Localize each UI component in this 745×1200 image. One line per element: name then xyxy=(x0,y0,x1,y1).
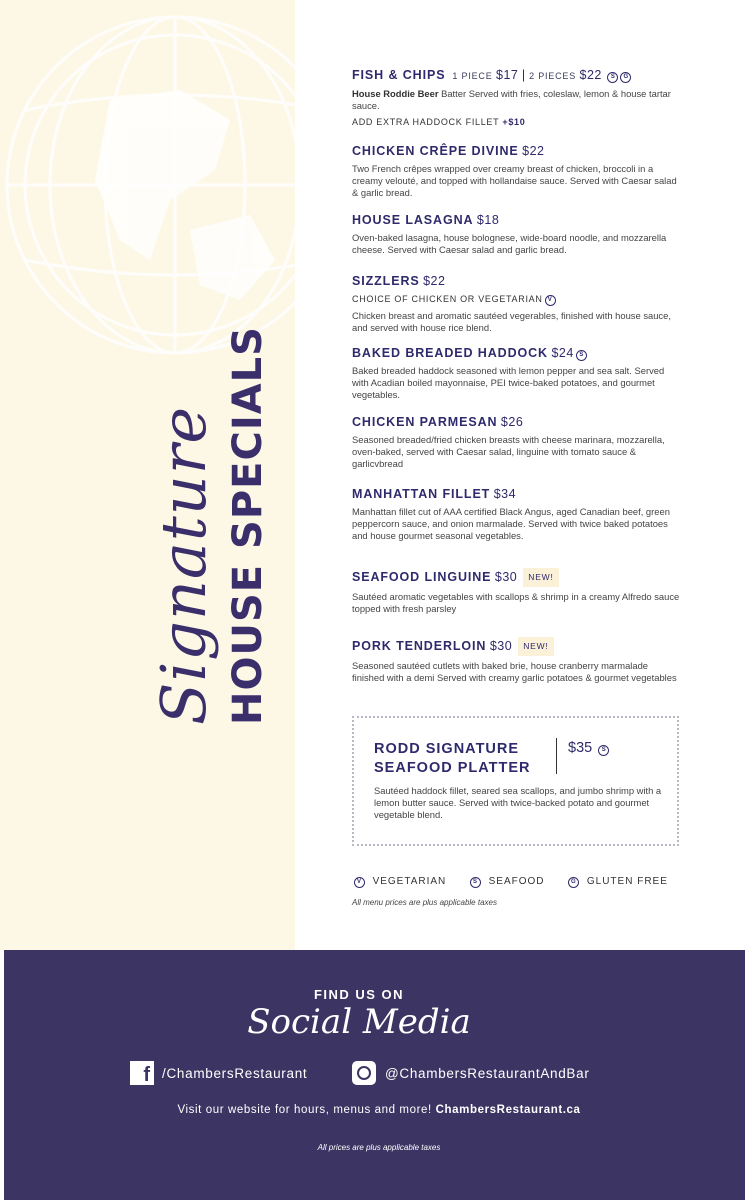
item-description: Manhattan fillet cut of AAA certified Black Angus, aged Canadian beef, green peppercorn sauce, and onion marmalade. Served with twice baked potatoes and house gourmet seasonal vegetables. xyxy=(352,506,670,541)
platter-name: RODD SIGNATURE SEAFOOD PLATTER xyxy=(374,741,531,776)
legend-gluten-free xyxy=(566,876,668,887)
item-price: $18 xyxy=(476,213,500,227)
social-media-script: Social Media xyxy=(247,1002,471,1042)
title-caps: HOUSE SPECIALS xyxy=(225,326,271,725)
item-name: BAKED BREADED HADDOCK xyxy=(352,346,548,360)
item-name: HOUSE LASAGNA xyxy=(352,213,474,227)
seafood-icon: S xyxy=(598,745,609,756)
section-title xyxy=(145,305,275,725)
price-2-label: 2 PIECES xyxy=(529,71,577,81)
item-name: MANHATTAN FILLET xyxy=(352,487,491,501)
price-2: $22 xyxy=(579,68,602,82)
facebook-handle-link[interactable]: /ChambersRestaurant xyxy=(162,1066,308,1081)
menu-item-seafood-linguine xyxy=(352,568,682,615)
menu-item-chicken-crepe xyxy=(352,144,682,199)
seafood-icon: S xyxy=(470,877,481,888)
legend-vegetarian xyxy=(352,876,446,887)
menu-item-baked-breaded-haddock xyxy=(352,346,682,401)
item-price: $26 xyxy=(500,415,524,429)
item-name: PORK TENDERLOIN xyxy=(352,639,487,653)
visit-text: Visit our website for hours, menus and more! xyxy=(177,1104,432,1116)
item-price: $34 xyxy=(493,487,517,501)
desc-bold: House Roddie Beer xyxy=(352,88,439,99)
instagram-icon[interactable] xyxy=(352,1061,376,1085)
new-badge: NEW! xyxy=(518,637,553,656)
find-us-heading: FIND US ON xyxy=(313,987,405,1002)
price-1: $17 xyxy=(496,68,519,82)
item-description xyxy=(352,88,682,112)
instagram-handle-link[interactable]: @ChambersRestaurantAndBar xyxy=(385,1066,590,1081)
item-description: Sautéed aromatic vegetables with scallops & shrimp in a creamy Alfredo sauce topped with fresh parsley xyxy=(352,591,680,614)
menu-item-manhattan-fillet xyxy=(352,487,682,542)
platter-description: Sautéed haddock fillet, seared sea scallops, and jumbo shrimp with a lemon butter sauce. Served with twice-backed potato and gourmet vegetable blend. xyxy=(374,785,662,820)
item-description: Oven-baked lasagna, house bolognese, wide-board noodle, and mozzarella cheese. Served with Caesar salad and garlic bread. xyxy=(352,232,667,255)
title-script: Signature xyxy=(147,405,220,725)
item-price: $30 xyxy=(489,639,513,653)
extra-price: +$10 xyxy=(502,117,526,127)
menu-item-sizzlers xyxy=(352,274,682,334)
price-separator: | xyxy=(521,68,526,82)
item-name: SEAFOOD LINGUINE xyxy=(352,570,492,584)
facebook-icon[interactable]: f xyxy=(130,1061,154,1085)
social-footer xyxy=(4,950,745,1200)
extra-label: ADD EXTRA HADDOCK FILLET xyxy=(352,117,500,127)
new-badge: NEW! xyxy=(523,568,558,587)
gluten-free-icon: G xyxy=(620,72,631,83)
item-description: Seasoned sautéed cutlets with baked brie, house cranberry marmalade finished with a demi Served with creamy garlic potatoes & gourmet vegetables xyxy=(352,660,677,683)
signature-side-panel xyxy=(0,0,295,950)
item-description: Chicken breast and aromatic sautéed vegerables, finished with house sauce, and served with house rice blend. xyxy=(352,310,671,333)
seafood-icon: S xyxy=(576,350,587,361)
legend-gluten-free-label: GLUTEN FREE xyxy=(586,876,668,887)
item-name: SIZZLERS xyxy=(352,274,420,288)
price-1-label: 1 PIECE xyxy=(452,71,493,81)
item-name: CHICKEN PARMESAN xyxy=(352,415,498,429)
menu-item-house-lasagna xyxy=(352,213,682,256)
extra-option xyxy=(352,117,682,127)
platter-price: $35 xyxy=(568,740,593,756)
vegetarian-icon: V xyxy=(545,295,556,306)
choice-line xyxy=(352,294,682,306)
gluten-free-icon: G xyxy=(568,877,579,888)
tax-note: All menu prices are plus applicable taxes xyxy=(352,898,497,907)
website-link[interactable]: ChambersRestaurant.ca xyxy=(435,1104,581,1116)
menu-item-pork-tenderloin xyxy=(352,637,682,684)
item-description: Two French crêpes wrapped over creamy breast of chicken, broccoli in a creamy velouté, and topped with hollandaise sauce. Served with Caesar salad & garlic bread. xyxy=(352,163,677,198)
desc-text: Batter Served with fries, coleslaw, lemon & house tartar sauce. xyxy=(352,88,671,111)
item-price: $24 xyxy=(551,346,574,360)
item-name: FISH & CHIPS xyxy=(352,68,446,82)
item-price: $30 xyxy=(494,570,518,584)
menu-item-chicken-parmesan xyxy=(352,415,682,470)
item-price: $22 xyxy=(423,274,446,288)
item-description: Baked breaded haddock seasoned with lemon pepper and sea salt. Served with Acadian boiled mayonnaise, PEI twice-baked potatoes, and gourmet vegetables. xyxy=(352,365,665,400)
legend-vegetarian-label: VEGETARIAN xyxy=(372,876,447,887)
menu-item-fish-chips xyxy=(352,68,682,127)
legend-seafood-label: SEAFOOD xyxy=(488,876,545,887)
seafood-platter-box xyxy=(352,716,679,846)
seafood-icon: S xyxy=(607,72,618,83)
platter-divider xyxy=(556,738,557,774)
vegetarian-icon: V xyxy=(354,877,365,888)
item-price: $22 xyxy=(522,144,545,158)
legend-seafood xyxy=(468,876,544,887)
choice-text: CHOICE OF CHICKEN OR VEGETARIAN xyxy=(352,294,543,304)
item-name: CHICKEN CRÊPE DIVINE xyxy=(352,144,519,158)
platter-price-line xyxy=(568,740,609,756)
footer-tax-note: All prices are plus applicable taxes xyxy=(317,1143,441,1152)
item-description: Seasoned breaded/fried chicken breasts with cheese marinara, mozzarella, oven-baked, served with Caesar salad, linguine with tomato sauce & garlicvbread xyxy=(352,434,665,469)
icon-legend xyxy=(352,876,686,888)
visit-website-line xyxy=(4,1104,745,1116)
